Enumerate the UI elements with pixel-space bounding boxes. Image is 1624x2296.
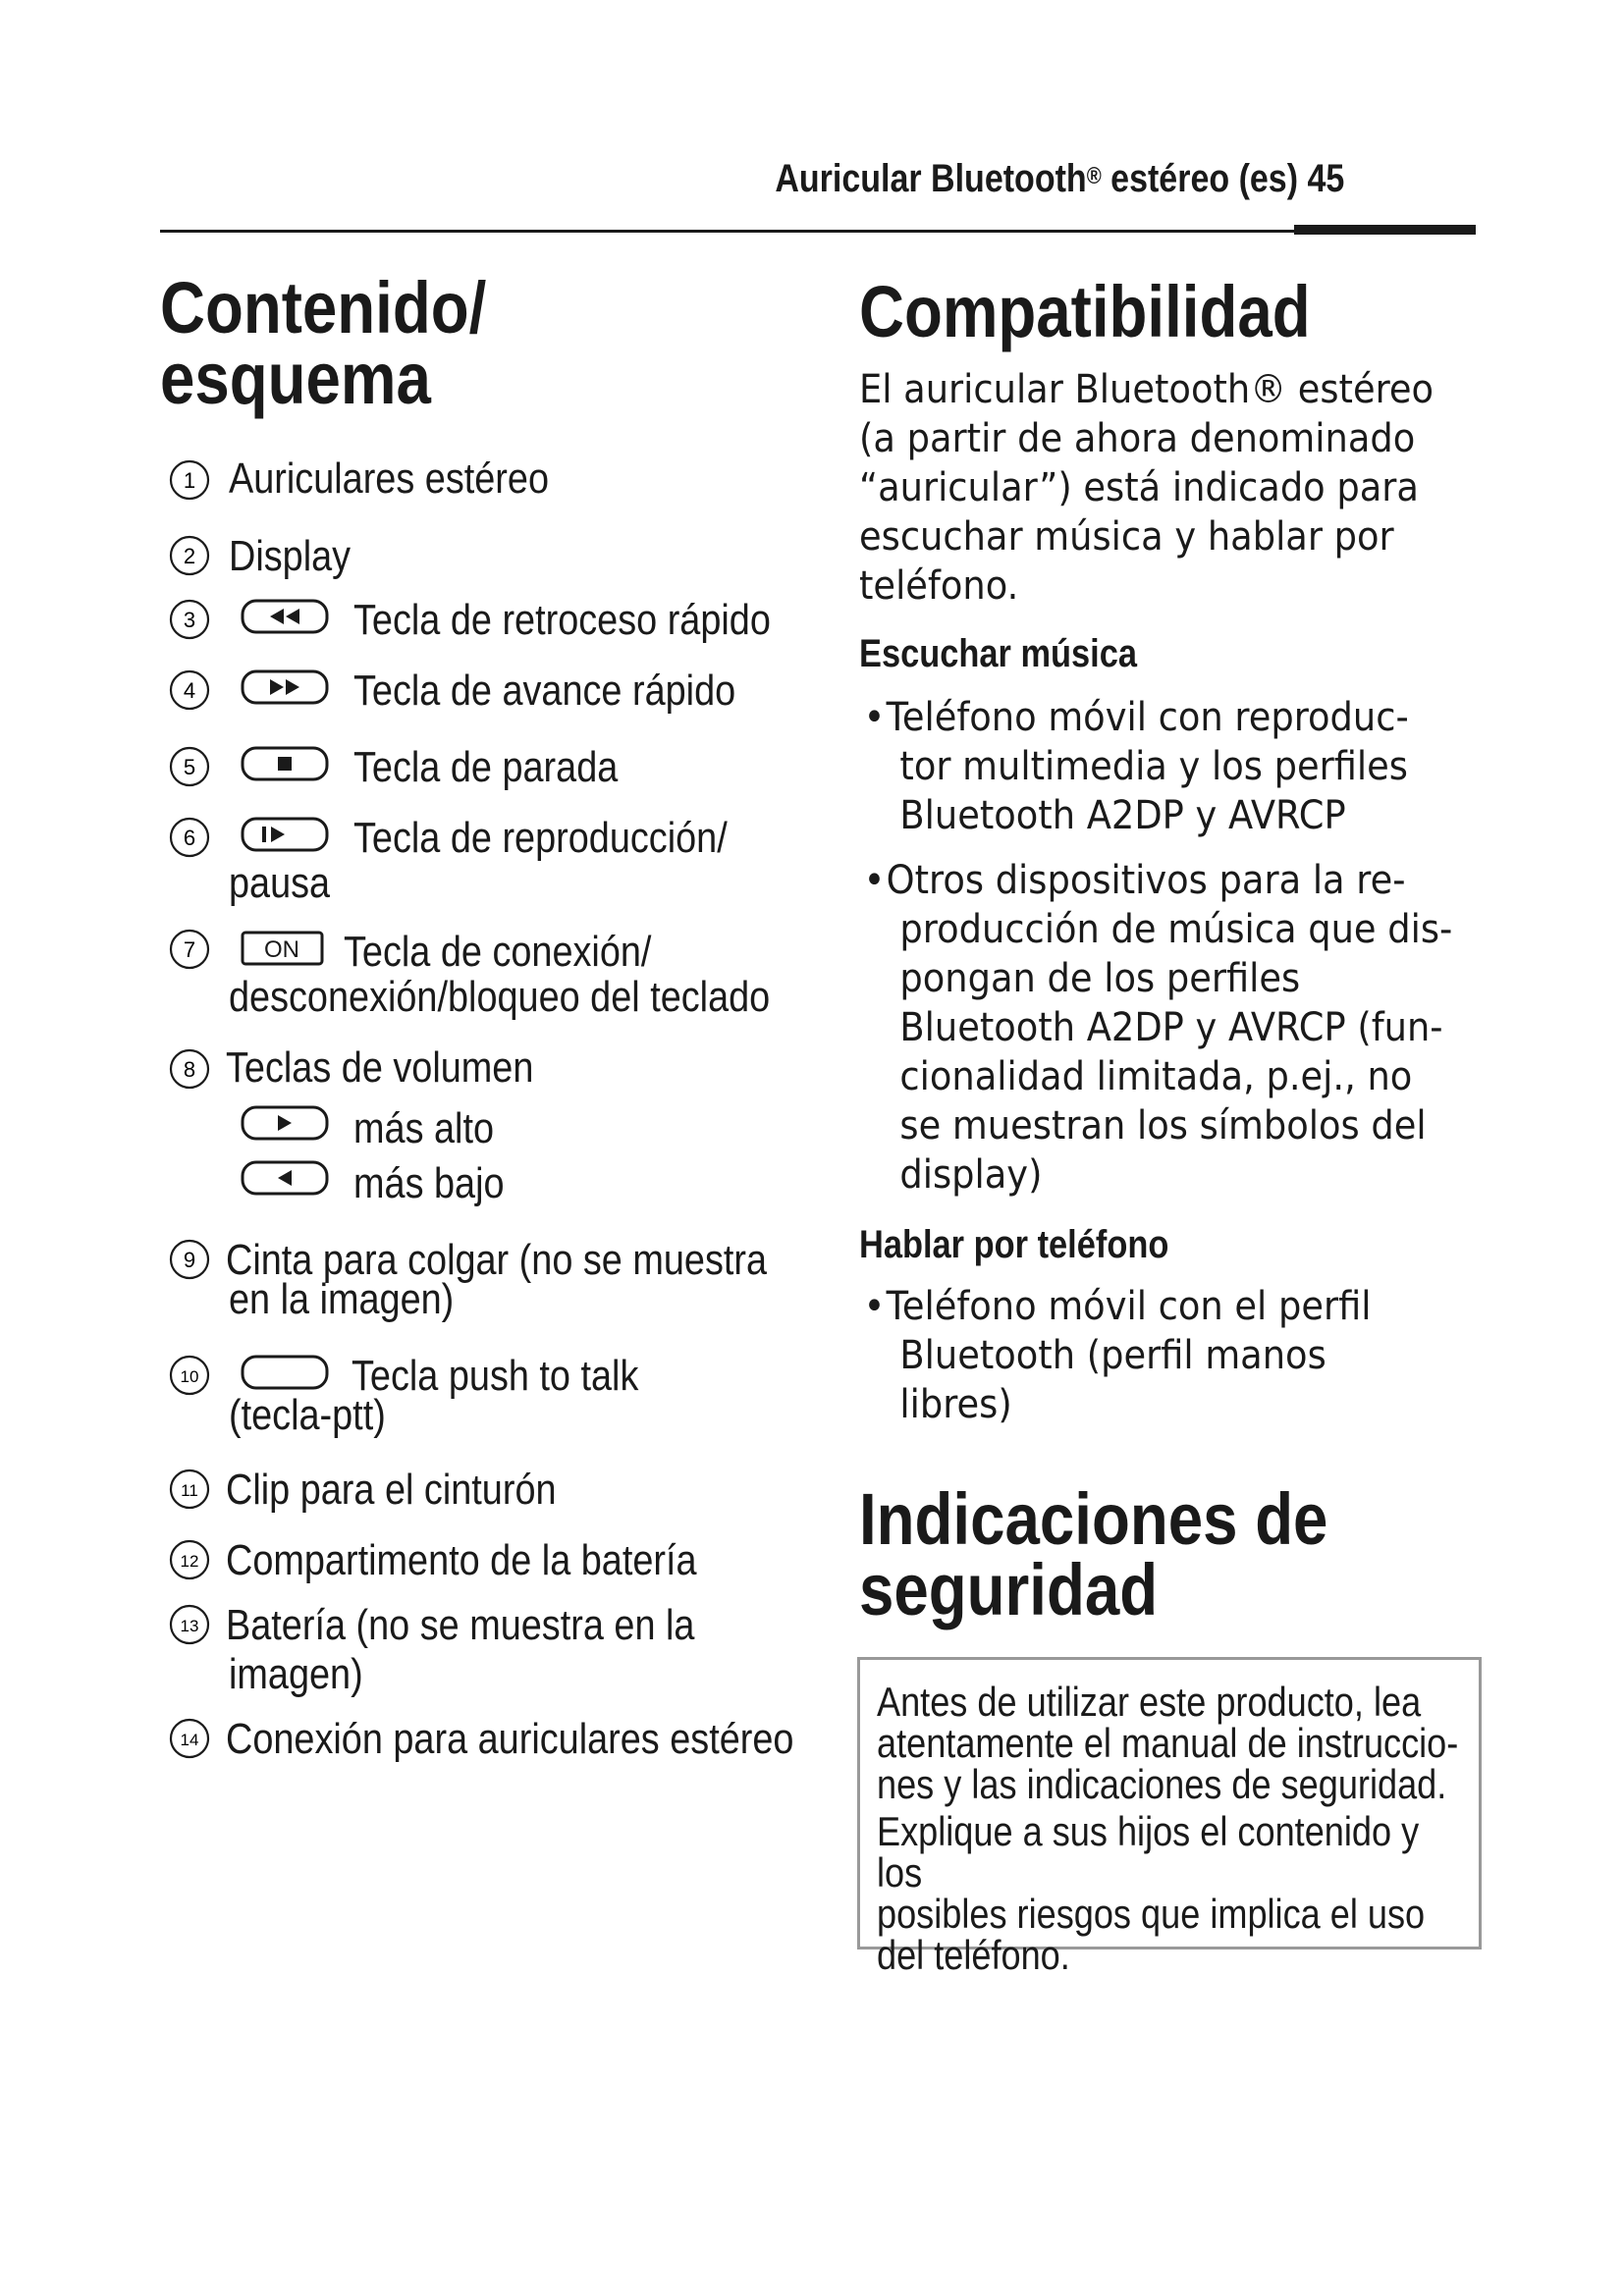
running-header: [775, 157, 1344, 201]
list-item-6-cont: pausa: [229, 859, 331, 907]
volume-up-key-icon: [241, 1105, 329, 1141]
music-bullet-1: • Teléfono móvil con reproduc- tor multimedia y los perfiles Bluetooth A2DP y AVRCP: [863, 695, 1409, 838]
circled-number-6: [167, 815, 212, 860]
list-item-2: Display: [229, 532, 352, 580]
list-item-5: Tecla de parada: [353, 743, 619, 791]
circled-number-11: [167, 1467, 212, 1512]
volume-up-label: más alto: [353, 1104, 495, 1152]
svg-text:4: 4: [183, 678, 196, 703]
heading-line-2: esquema: [160, 338, 431, 419]
list-item-9: Cinta para colgar (no se muestra: [226, 1236, 768, 1284]
header-tab-bar: [1294, 225, 1476, 235]
svg-text:3: 3: [183, 608, 196, 632]
bullet-dot: •: [863, 695, 886, 740]
bullet-dot: •: [863, 1284, 886, 1329]
svg-text:10: 10: [180, 1367, 199, 1386]
volume-down-label: más bajo: [353, 1159, 505, 1207]
circled-number-2: [167, 533, 212, 578]
circled-number-10: [167, 1353, 212, 1398]
circled-number-1: [167, 457, 212, 503]
list-item-4: Tecla de avance rápido: [353, 667, 736, 715]
bullet-dot: •: [863, 858, 886, 903]
svg-text:1: 1: [183, 468, 196, 493]
rewind-key-icon: [241, 599, 329, 634]
svg-text:5: 5: [183, 755, 196, 779]
forward-key-icon: [241, 669, 329, 705]
list-item-9-cont: en la imagen): [229, 1275, 455, 1323]
phone-bullet-1: • Teléfono móvil con el perfil Bluetooth (perfil manos libres): [863, 1284, 1372, 1427]
heading-line-1: Contenido/: [160, 267, 487, 348]
compat-body: El auricular Bluetooth® estéreo (a partir de ahora denominado “auricular”) está indicado para escuchar música y hablar por teléfono.: [859, 367, 1435, 609]
list-item-10-cont: (tecla-ptt): [229, 1391, 386, 1439]
svg-text:9: 9: [183, 1248, 196, 1272]
svg-text:12: 12: [180, 1552, 199, 1571]
list-item-14: Conexión para auriculares estéreo: [226, 1715, 794, 1763]
list-item-6: Tecla de reproducción/: [353, 814, 728, 862]
safety-heading: Indicaciones de seguridad: [859, 1478, 1328, 1630]
circled-number-13: [167, 1602, 212, 1647]
list-item-12: Compartimento de la batería: [226, 1536, 697, 1584]
phone-subheading: Hablar por teléfono: [859, 1223, 1169, 1266]
circled-number-7: [167, 927, 212, 972]
svg-text:6: 6: [183, 826, 196, 850]
stop-key-icon: [241, 746, 329, 781]
safety-section: [859, 1478, 1488, 1630]
list-item-13: Batería (no se muestra en la: [226, 1601, 695, 1649]
list-item-1: Auriculares estéreo: [229, 454, 550, 503]
circled-number-3: [167, 597, 212, 642]
volume-down-key-icon: [241, 1160, 329, 1196]
svg-text:14: 14: [180, 1731, 199, 1749]
header-title-post: estéreo (es) 45: [1101, 157, 1344, 200]
svg-text:2: 2: [183, 544, 196, 568]
svg-text:ON: ON: [264, 936, 299, 963]
list-item-11: Clip para el cinturón: [226, 1466, 557, 1514]
list-item-10: Tecla push to talk: [352, 1352, 639, 1400]
registered-mark: ®: [1086, 163, 1102, 189]
list-item-7-cont: desconexión/bloqueo del teclado: [229, 973, 771, 1021]
svg-text:11: 11: [181, 1481, 198, 1500]
header-rule: [160, 230, 1476, 233]
ptt-key-icon: [241, 1355, 329, 1390]
safety-notice-text: Antes de utilizar este producto, lea atentamente el manual de instruccio- nes y las indicaciones de seguridad. Explique a sus hijos el contenido y los posibles riesgos que implica el uso del teléfono.: [877, 1679, 1459, 1978]
circled-number-8: [167, 1046, 212, 1092]
svg-text:8: 8: [183, 1057, 196, 1082]
safety-notice-box: [857, 1657, 1482, 1978]
circled-number-14: [167, 1716, 212, 1761]
list-item-13-cont: imagen): [229, 1650, 363, 1698]
header-title-pre: Auricular Bluetooth: [775, 157, 1087, 200]
svg-text:13: 13: [180, 1617, 199, 1635]
on-key-icon: [241, 931, 324, 966]
music-subheading: Escuchar música: [859, 632, 1137, 675]
circled-number-4: [167, 667, 212, 713]
svg-text:7: 7: [183, 937, 196, 962]
music-bullet-2: • Otros dispositivos para la re- producción de música que dis- pongan de los perfiles Bluetooth A2DP y AVRCP (fun- cionalidad limitada, p.ej., no se muestran los símbolos del display): [863, 858, 1453, 1198]
section-title-contenido: [160, 267, 847, 419]
compat-heading: Compatibilidad: [859, 271, 1311, 352]
circled-number-5: [167, 744, 212, 789]
circled-number-12: [167, 1537, 212, 1582]
play-pause-key-icon: [241, 817, 329, 852]
list-item-7: Tecla de conexión/: [344, 928, 652, 976]
list-item-8: Teclas de volumen: [226, 1043, 534, 1092]
circled-number-9: [167, 1237, 212, 1282]
list-item-3: Tecla de retroceso rápido: [353, 596, 771, 644]
compat-section: [859, 271, 1488, 352]
